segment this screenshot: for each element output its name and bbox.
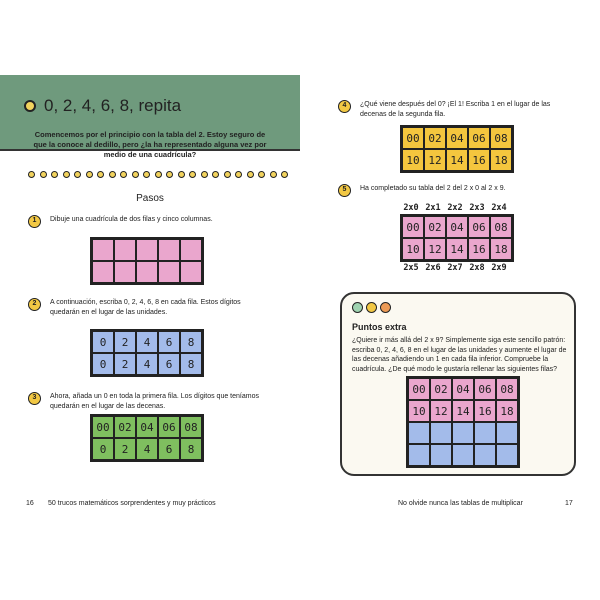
dot-icon (97, 171, 104, 178)
circle-icon (380, 302, 391, 313)
title-text: 0, 2, 4, 6, 8, repita (44, 96, 182, 115)
multiplication-label: 2x2 (447, 203, 463, 213)
dot-icon (258, 171, 265, 178)
grid-cell: 8 (180, 438, 202, 460)
dot-icon (109, 171, 116, 178)
grid-cell: 8 (180, 353, 202, 375)
grid-cell (408, 422, 430, 444)
dot-icon (281, 171, 288, 178)
circle-icon (352, 302, 363, 313)
grid-cell: 02 (424, 216, 446, 238)
grid-cell: 06 (474, 378, 496, 400)
extra-points-box (340, 292, 576, 476)
grid-cell: 12 (424, 149, 446, 171)
dot-icon (270, 171, 277, 178)
step-number: 1 (28, 215, 41, 228)
multiplication-label: 2x0 (403, 203, 419, 213)
grid-cell: 0 (92, 331, 114, 353)
dot-divider (28, 171, 288, 178)
grid-cell: 04 (446, 216, 468, 238)
grid-cell: 06 (468, 127, 490, 149)
grid-cell: 06 (158, 416, 180, 438)
step-number: 3 (28, 392, 41, 405)
multiplication-label: 2x1 (425, 203, 441, 213)
grid-cell (136, 239, 158, 261)
grid-cell (430, 422, 452, 444)
dot-icon (178, 171, 185, 178)
grid-cell (496, 422, 518, 444)
grid-cell: 8 (180, 331, 202, 353)
grid-cell: 16 (474, 400, 496, 422)
box-text: ¿Quiere ir más allá del 2 x 9? Simplemente siga este sencillo patrón: escriba 0, 2, 4, 6, 8 en el lugar de las unidades y aumente el lugar de las decenas añadiendo un 1 en cada fila inferior. Compruebe la cuadrícula. ¿De qué modo le gustaría rellenar las siguientes filas? (352, 337, 567, 373)
step-text: Ha completado su tabla del 2 del 2 x 0 al 2 x 9. (360, 185, 506, 192)
step-4 (338, 100, 578, 120)
step-1 (28, 215, 268, 228)
grid-empty (90, 237, 204, 285)
dot-icon (86, 171, 93, 178)
dot-icon (74, 171, 81, 178)
dot-icon (189, 171, 196, 178)
dot-icon (212, 171, 219, 178)
grid-cell: 6 (158, 353, 180, 375)
grid-cell: 10 (402, 149, 424, 171)
dot-icon (143, 171, 150, 178)
multiplication-label: 2x6 (425, 263, 441, 273)
grid-cell (474, 422, 496, 444)
grid-cell (430, 444, 452, 466)
grid-cell: 12 (424, 238, 446, 260)
step-text: Dibuje una cuadrícula de dos filas y cinco columnas. (50, 216, 213, 223)
page-number-right: 17 (565, 500, 573, 507)
grid-yellow (400, 125, 514, 173)
footer-left: 50 trucos matemáticos sorprendentes y muy prácticos (48, 500, 216, 507)
grid-cell: 6 (158, 438, 180, 460)
dot-icon (132, 171, 139, 178)
dot-icon (247, 171, 254, 178)
page-number-left: 16 (26, 500, 34, 507)
grid-cell: 00 (92, 416, 114, 438)
grid-cell: 08 (180, 416, 202, 438)
grid-tens (90, 414, 204, 462)
dot-icon (166, 171, 173, 178)
step-number: 4 (338, 100, 351, 113)
footer-right: No olvide nunca las tablas de multiplicar (398, 500, 523, 507)
grid-pink (400, 214, 514, 262)
labels-bottom (400, 263, 510, 273)
dot-icon (224, 171, 231, 178)
step-number: 5 (338, 184, 351, 197)
grid-cell: 14 (446, 149, 468, 171)
grid-cell: 4 (136, 331, 158, 353)
grid-cell: 16 (468, 149, 490, 171)
multiplication-label: 2x9 (491, 263, 507, 273)
grid-cell: 00 (402, 216, 424, 238)
step-5 (338, 184, 578, 197)
grid-cell: 0 (92, 353, 114, 375)
grid-units (90, 329, 204, 377)
dot-icon (51, 171, 58, 178)
grid-cell: 16 (468, 238, 490, 260)
multiplication-label: 2x4 (491, 203, 507, 213)
grid-cell (496, 444, 518, 466)
grid-cell: 08 (490, 127, 512, 149)
grid-cell: 04 (452, 378, 474, 400)
grid-cell (452, 444, 474, 466)
grid-cell: 4 (136, 353, 158, 375)
grid-cell: 00 (408, 378, 430, 400)
grid-cell (92, 239, 114, 261)
grid-cell: 04 (446, 127, 468, 149)
grid-cell: 14 (452, 400, 474, 422)
grid-cell: 18 (490, 149, 512, 171)
steps-heading: Pasos (136, 193, 164, 204)
grid-cell: 12 (430, 400, 452, 422)
dot-icon (155, 171, 162, 178)
multiplication-label: 2x3 (469, 203, 485, 213)
dot-icon (201, 171, 208, 178)
multiplication-label: 2x5 (403, 263, 419, 273)
dot-icon (28, 171, 35, 178)
grid-cell: 6 (158, 331, 180, 353)
grid-cell: 2 (114, 438, 136, 460)
step-text: A continuación, escriba 0, 2, 4, 6, 8 en cada fila. Estos dígitos quedarán en el lugar de las unidades. (50, 299, 241, 316)
grid-cell (180, 239, 202, 261)
step-3 (28, 392, 268, 412)
box-dots-icon (352, 302, 391, 313)
bullet-icon (24, 100, 36, 112)
intro-text: Comencemos por el principio con la tabla del 2. Estoy seguro de que la conoce al dedillo, pero ¿la ha representado alguna vez por medio de una cuadrícula? (33, 130, 267, 159)
labels-top (400, 203, 510, 213)
grid-cell: 06 (468, 216, 490, 238)
box-title: Puntos extra (352, 322, 407, 332)
grid-cell: 10 (402, 238, 424, 260)
grid-cell: 04 (136, 416, 158, 438)
grid-cell (114, 239, 136, 261)
dot-icon (120, 171, 127, 178)
grid-cell: 18 (490, 238, 512, 260)
grid-cell: 2 (114, 331, 136, 353)
grid-cell: 08 (490, 216, 512, 238)
grid-cell: 4 (136, 438, 158, 460)
circle-icon (366, 302, 377, 313)
grid-cell: 02 (430, 378, 452, 400)
dot-icon (40, 171, 47, 178)
grid-cell (158, 261, 180, 283)
step-text: ¿Qué viene después del 0? ¡El 1! Escriba 1 en el lugar de las decenas de la segunda fila. (360, 101, 551, 118)
multiplication-label: 2x8 (469, 263, 485, 273)
multiplication-label: 2x7 (447, 263, 463, 273)
grid-cell (180, 261, 202, 283)
grid-cell (92, 261, 114, 283)
grid-cell: 0 (92, 438, 114, 460)
grid-cell: 2 (114, 353, 136, 375)
grid-cell (136, 261, 158, 283)
grid-cell: 18 (496, 400, 518, 422)
grid-cell: 10 (408, 400, 430, 422)
grid-cell (114, 261, 136, 283)
grid-cell: 00 (402, 127, 424, 149)
grid-cell: 02 (424, 127, 446, 149)
grid-cell: 08 (496, 378, 518, 400)
dot-icon (63, 171, 70, 178)
grid-cell (452, 422, 474, 444)
step-number: 2 (28, 298, 41, 311)
grid-cell: 02 (114, 416, 136, 438)
dot-icon (235, 171, 242, 178)
grid-cell (474, 444, 496, 466)
step-2 (28, 298, 268, 318)
grid-extra (406, 376, 520, 468)
grid-cell (158, 239, 180, 261)
grid-cell: 14 (446, 238, 468, 260)
step-text: Ahora, añada un 0 en toda la primera fila. Los dígitos que teníamos quedarán en el lugar de las decenas. (50, 393, 259, 410)
grid-cell (408, 444, 430, 466)
chapter-title (24, 96, 181, 116)
